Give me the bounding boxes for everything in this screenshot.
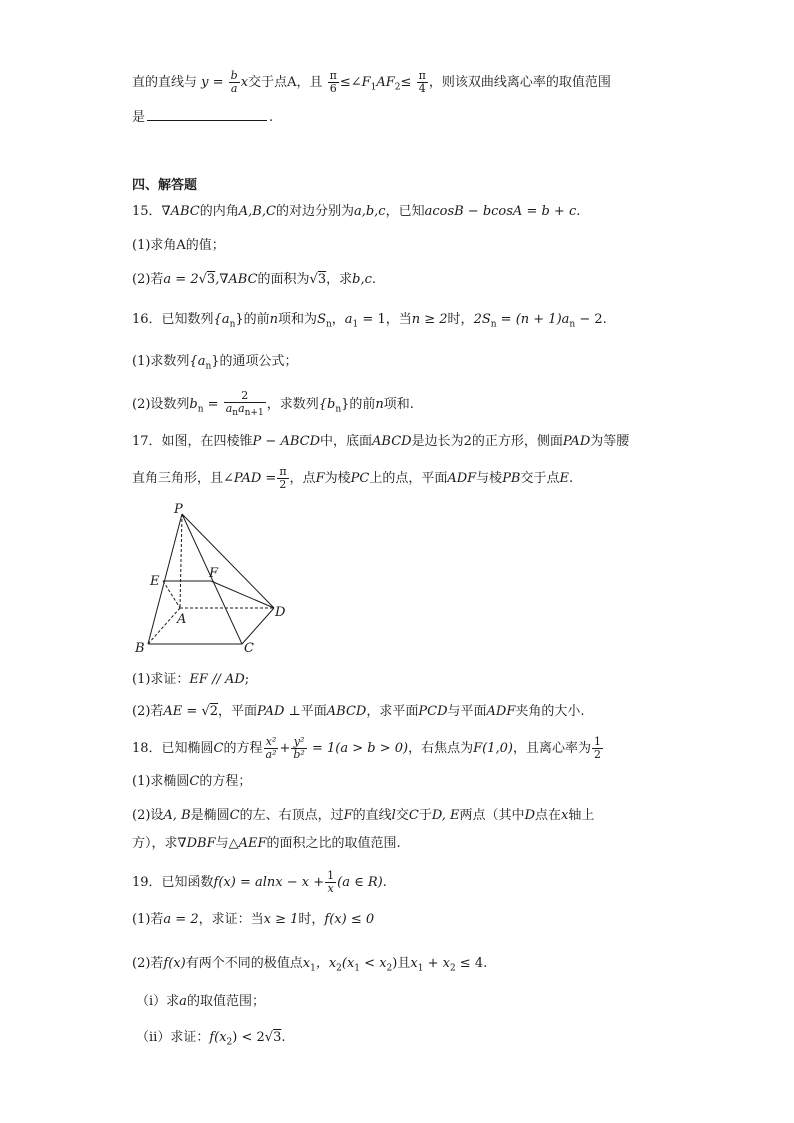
q17-part2: (2)若AE = √2，平面PAD ⊥平面ABCD，求平面PCD与平面ADF夹角的大小. (132, 704, 585, 719)
q18-stem: 18．已知椭圆C的方程 $\frac{\text{x²}}{\text{a²}}$ + $\frac{\text{y²}}{\text{b²}}$ = 1(a > b > 0)，右焦点为F(1,0)，且离心率为 $\frac{1}{2}$ (132, 735, 601, 761)
q19-part1: (1)若a = 2，求证：当x ≥ 1时，f(x) ≤ 0 (132, 912, 375, 927)
fraction-pi-over-4: $\frac{\pi}{4}$ (418, 69, 426, 95)
edge-PA (180, 514, 182, 608)
pyramid-diagram (132, 502, 302, 662)
q16-part1: (1)求数列$\{a_n\}$的通项公式； (132, 354, 298, 372)
q17-stem-line2: 直角三角形，且∠PAD = $\frac{\pi}{2}$ ，点F为棱PC上的点，平面ADF与棱PB交于点E. (132, 465, 574, 491)
q19-stem: 19．已知函数f(x) = alnx − x + $\frac{1}{x}$ (a ∈ R). (132, 869, 387, 895)
label-F: F (209, 566, 219, 581)
segment-EA (163, 581, 180, 608)
fraction-b-over-a: $\frac{b}{a}$ (230, 69, 238, 95)
math: AF (376, 75, 395, 90)
q17-part1: (1)求证：EF // AD; (132, 672, 250, 687)
q18-part2-line2: 方），求∇DBF与△AEF的面积之比的取值范围. (132, 836, 401, 851)
q19-part2-ii: （ii）求证：$f(x_2) < 2√3$. (136, 1030, 286, 1048)
q15-part2: (2)若a = 2√3,∇ABC的面积为√3，求b,c. (132, 272, 377, 287)
q17-stem-line1: 17．如图，在四棱锥P − ABCD中，底面ABCD是边长为2的正方形，侧面PAD为等腰 (132, 434, 630, 449)
answer-blank[interactable] (147, 108, 267, 121)
edge-CD (242, 608, 274, 644)
fraction-pi-over-6: $\frac{\pi}{6}$ (329, 69, 337, 95)
fraction-pi-over-2: $\frac{\pi}{2}$ (279, 465, 287, 491)
q15-stem: 15．∇ABC的内角A,B,C的对边分别为a,b,c，已知acosB − bcosA = b + c. (132, 204, 581, 219)
label-A: A (177, 612, 187, 627)
fraction-one-half: $\frac{1}{2}$ (593, 735, 601, 761)
math: ≤ (400, 75, 412, 90)
label-E: E (150, 574, 160, 589)
section-heading: 四、解答题 (132, 178, 198, 193)
q16-stem: 16．已知数列$\{a_n\}$的前n项和为$S_n$，$a_1 = 1$，当n ≥ 2时，$2S_n = (n + 1)a_n - 2$. (132, 312, 607, 330)
math: x (240, 75, 249, 90)
q18-part2-line1: (2)设A, B是椭圆C的左、右顶点，过F的直线l交C于D, E两点（其中D点在x轴上 (132, 808, 595, 823)
q15-part1: (1)求角A的值； (132, 238, 225, 253)
q19-part2-i: （i）求a的取值范围； (136, 994, 265, 1009)
text: . (269, 110, 274, 125)
label-C: C (244, 641, 254, 656)
math: y = (201, 75, 224, 90)
continued-line-1: 直的直线与 y = $\frac{b}{a}$ x交于点A，且 $\frac{\pi}{6}$ $\le\angle F_1AF_2\le$ $\frac{\pi}{4}$ ，则该双曲线离心率的取值范围 (132, 69, 611, 95)
fraction-2-over-product: $\frac{2}{a_na_{n+1}}$ (225, 389, 264, 419)
text: 交于点A，且 (248, 75, 323, 90)
label-B: B (135, 641, 145, 656)
math: ≤∠F (339, 75, 371, 90)
text: 直的直线与 (132, 75, 198, 90)
edge-PD (182, 514, 274, 608)
label-D: D (275, 605, 286, 620)
text: ，则该双曲线离心率的取值范围 (428, 75, 611, 90)
label-P: P (174, 502, 183, 517)
text: 是 (132, 110, 146, 125)
q19-part2: (2)若f(x)有两个不同的极值点$x_1$，$x_2(x_1 < x_2)$且$x_1 + x_2 \le 4$. (132, 956, 488, 974)
segment-FD (211, 581, 274, 608)
q18-part1: (1)求椭圆C的方程； (132, 774, 252, 789)
pyramid-figure (132, 502, 302, 666)
fraction-y2-over-b2: $\frac{\text{y²}}{\text{b²}}$ (293, 735, 305, 761)
fraction-x2-over-a2: $\frac{\text{x²}}{\text{a²}}$ (265, 735, 277, 761)
continued-line-2 (132, 108, 273, 128)
q16-part2: (2)设数列$b_n$ = $\frac{2}{a_na_{n+1}}$ ，求数列$\{b_n\}$的前n项和. (132, 389, 414, 419)
fraction-1-over-x: $\frac{1}{x}$ (327, 869, 335, 895)
